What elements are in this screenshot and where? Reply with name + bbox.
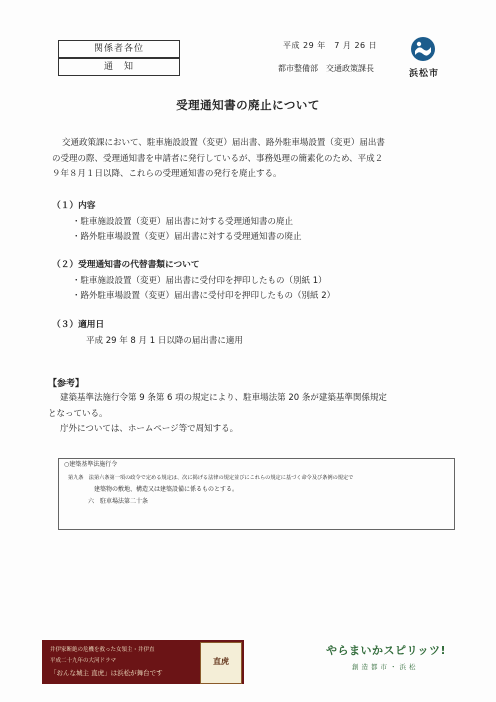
reference-line: 庁外については、ホームページ等で周知する。	[60, 424, 239, 434]
banner-line: 井伊家断絶の危機を救った女領主・井伊直	[50, 647, 155, 653]
law-excerpt-title: ○建築基準法施行令	[64, 461, 118, 468]
section-heading: （１）内容	[52, 201, 96, 211]
seal-text: 直虎	[213, 657, 229, 666]
list-item: ・駐車施設設置（変更）届出書に対する受理通知書の廃止	[72, 216, 294, 227]
intro-line: の受理の際、受理通知書を申請者に発行しているが、事務処理の簡素化のため、平成２	[52, 153, 384, 164]
list-item: ・路外駐車場設置（変更）届出書に受付印を押印したもの（別紙 2）	[72, 291, 336, 301]
reference-body	[48, 391, 458, 438]
section-heading: （２）受理通知書の代替書類について	[52, 260, 200, 270]
sender: 都市整備部 交通政策課長	[278, 64, 374, 73]
intro-line: 交通政策課において、駐車施設設置（変更）届出書、路外駐車場設置（変更）届出書	[62, 138, 385, 148]
section-effective-date	[52, 318, 452, 349]
issue-date: 平成 29 年 7 月 26 日	[283, 41, 378, 50]
recipient-label: 関係者各位	[58, 40, 180, 58]
naotora-seal-icon	[200, 642, 242, 684]
hamamatsu-city-emblem-icon	[410, 36, 436, 62]
intro-paragraph	[52, 136, 452, 183]
banner-line: 平成二十九年の大河ドラマ	[50, 658, 117, 664]
reference-line: となっている。	[48, 408, 108, 419]
banner-line: 「おんな城主 直虎」は浜松が舞台です	[50, 669, 163, 677]
naotora-banner	[42, 640, 244, 684]
city-slogan-sub: 創造都市・浜松	[352, 663, 419, 671]
list-item: ・駐車施設設置（変更）届出書に受付印を押印したもの（別紙 1）	[72, 275, 327, 286]
list-item: ・路外駐車場設置（変更）届出書に対する受理通知書の廃止	[72, 232, 302, 242]
list-item: 平成 29 年 8 月 1 日以降の届出書に適用	[86, 335, 243, 346]
city-slogan: やらまいかスピリッツ!	[326, 644, 447, 657]
section-alternative-docs	[52, 258, 452, 305]
law-line: 第九条 法第六条第一項の政令で定める規定は、次に掲げる法律の規定並びにこれらの規定に基づく命令及び条例の規定で	[68, 475, 354, 481]
section-heading: （３）適用日	[52, 320, 105, 330]
reference-heading: 【参考】	[48, 379, 85, 389]
law-excerpt-text	[68, 472, 448, 508]
law-line: 建築物の敷地、構造又は建築設備に係るものとする。	[94, 486, 239, 493]
law-line: 六 駐車場法第二十条	[88, 498, 149, 505]
reference-line: 建築基準法施行令第 9 条第 6 項の規定により、駐車場法第 20 条が建築基準関係規定	[60, 393, 387, 403]
section-content	[52, 199, 452, 246]
city-logo-text: 浜松市	[409, 69, 440, 79]
doc-type-label: 通 知	[58, 58, 180, 76]
intro-line: ９年８月１日以降、これらの受理通知書の発行を廃止する。	[52, 169, 282, 179]
document-title: 受理通知書の廃止について	[176, 98, 320, 112]
